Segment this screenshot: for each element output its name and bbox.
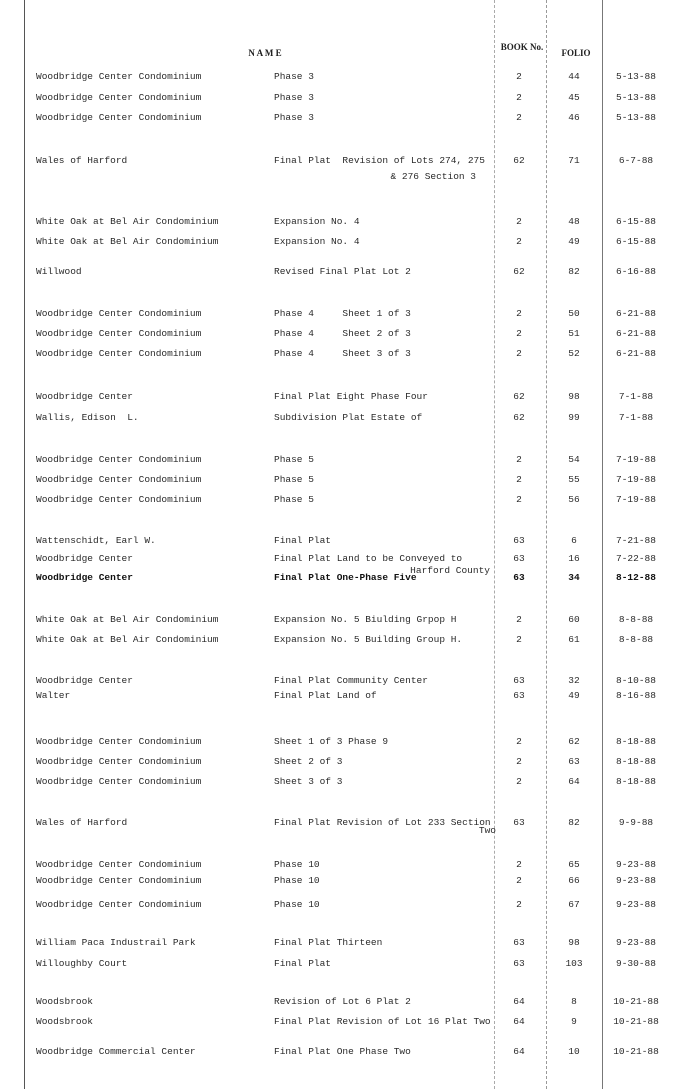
entry-description: Phase 3 (274, 71, 314, 82)
header-folio: FOLIO (561, 48, 591, 58)
entry-folio: 65 (568, 859, 580, 870)
entry-name: William Paca Industrail Park (36, 937, 196, 948)
entry-date: 10-21-88 (613, 996, 659, 1007)
entry-name: Woodbridge Center Condominium (36, 112, 202, 123)
entry-book: 2 (516, 614, 522, 625)
entry-book: 2 (516, 308, 522, 319)
entry-folio: 45 (568, 92, 580, 103)
continuation-text: & 276 Section 3 (390, 171, 476, 182)
entry-name: Woodbridge Commercial Center (36, 1046, 196, 1057)
entry-description: Revised Final Plat Lot 2 (274, 266, 411, 277)
entry-folio: 50 (568, 308, 580, 319)
table-row (0, 70, 700, 84)
entry-name: White Oak at Bel Air Condominium (36, 236, 219, 247)
entry-description: Final Plat Revision of Lots 274, 275 (274, 155, 485, 166)
entry-book: 2 (516, 348, 522, 359)
entry-description: Final Plat (274, 958, 332, 969)
entry-date: 9-23-88 (616, 899, 656, 910)
table-row (0, 215, 700, 229)
entry-description: Phase 4 Sheet 2 of 3 (274, 328, 411, 339)
entry-description: Final Plat One Phase Two (274, 1046, 411, 1057)
table-row (0, 936, 700, 950)
entry-book: 2 (516, 112, 522, 123)
entry-folio: 49 (568, 690, 580, 701)
entry-description: Sheet 3 of 3 (274, 776, 343, 787)
entry-folio: 52 (568, 348, 580, 359)
entry-folio: 9 (571, 1016, 577, 1027)
entry-description: Expansion No. 4 (274, 236, 360, 247)
entry-date: 7-1-88 (618, 412, 654, 423)
table-row (0, 1015, 700, 1029)
entry-name: Woodbridge Center Condominium (36, 736, 202, 747)
entry-book: 64 (513, 1046, 525, 1057)
table-row (0, 265, 700, 279)
entry-date: 7-19-88 (616, 454, 656, 465)
header-book: BOOK No. (500, 42, 544, 52)
entry-folio: 66 (568, 875, 580, 886)
entry-folio: 49 (568, 236, 580, 247)
entry-folio: 6 (571, 535, 577, 546)
entry-book: 63 (513, 817, 525, 828)
entry-description: Phase 3 (274, 92, 314, 103)
table-row (0, 473, 700, 487)
entry-date: 9-23-88 (616, 875, 656, 886)
entry-name: White Oak at Bel Air Condominium (36, 216, 219, 227)
entry-book: 2 (516, 328, 522, 339)
table-row (0, 613, 700, 627)
entry-date: 10-21-88 (613, 1046, 659, 1057)
entry-date: 6-21-88 (616, 308, 656, 319)
entry-name: Willwood (36, 266, 82, 277)
entry-book: 62 (513, 391, 525, 402)
entry-folio: 55 (568, 474, 580, 485)
table-row (0, 235, 700, 249)
entry-description: Final Plat Community Center (274, 675, 428, 686)
entry-folio: 62 (568, 736, 580, 747)
entry-date: 5-13-88 (616, 112, 656, 123)
entry-book: 2 (516, 859, 522, 870)
entry-date: 6-15-88 (616, 236, 656, 247)
entry-description: Final Plat Revision of Lot 16 Plat Two (274, 1016, 491, 1027)
entry-description: Phase 5 (274, 494, 314, 505)
entry-folio: 82 (568, 266, 580, 277)
entry-description: Expansion No. 5 Building Group H. (274, 634, 463, 645)
table-row (0, 633, 700, 647)
entry-date: 7-21-88 (616, 535, 656, 546)
entry-name: White Oak at Bel Air Condominium (36, 614, 219, 625)
entry-name: Woodbridge Center Condominium (36, 308, 202, 319)
entry-folio: 71 (568, 155, 580, 166)
entry-name: Wales of Harford (36, 817, 128, 828)
entry-folio: 103 (565, 958, 583, 969)
entry-date: 8-12-88 (616, 572, 656, 583)
entry-description: Final Plat Thirteen (274, 937, 383, 948)
entry-description: Phase 10 (274, 859, 320, 870)
entry-book: 63 (513, 572, 525, 583)
entry-name: Wattenschidt, Earl W. (36, 535, 156, 546)
table-row (0, 755, 700, 769)
entry-folio: 10 (568, 1046, 580, 1057)
entry-book: 2 (516, 216, 522, 227)
entry-book: 64 (513, 996, 525, 1007)
entry-name: Woodbridge Center Condominium (36, 474, 202, 485)
entry-date: 8-18-88 (616, 776, 656, 787)
entry-description: Phase 10 (274, 899, 320, 910)
entry-book: 2 (516, 71, 522, 82)
entry-book: 63 (513, 937, 525, 948)
entry-date: 5-13-88 (616, 71, 656, 82)
entry-folio: 32 (568, 675, 580, 686)
entry-name: Woodbridge Center Condominium (36, 776, 202, 787)
entry-name: Woodbridge Center Condominium (36, 494, 202, 505)
table-row (0, 957, 700, 971)
table-row (0, 111, 700, 125)
entry-description: Sheet 2 of 3 (274, 756, 343, 767)
entry-description: Subdivision Plat Estate of (274, 412, 423, 423)
entry-description: Phase 5 (274, 454, 314, 465)
entry-name: Woodsbrook (36, 996, 94, 1007)
entry-date: 7-19-88 (616, 494, 656, 505)
entry-date: 5-13-88 (616, 92, 656, 103)
entry-name: Walter (36, 690, 71, 701)
entry-name: Wales of Harford (36, 155, 128, 166)
table-row (0, 1045, 700, 1059)
entry-name: Willoughby Court (36, 958, 128, 969)
entry-folio: 54 (568, 454, 580, 465)
entry-folio: 99 (568, 412, 580, 423)
entry-folio: 16 (568, 553, 580, 564)
entry-description: Final Plat Revision of Lot 233 Section (274, 817, 491, 828)
entry-book: 63 (513, 675, 525, 686)
table-row (0, 534, 700, 548)
entry-folio: 98 (568, 937, 580, 948)
entry-book: 2 (516, 474, 522, 485)
entry-date: 6-21-88 (616, 348, 656, 359)
entry-name: Woodbridge Center Condominium (36, 875, 202, 886)
table-row (0, 390, 700, 404)
entry-folio: 60 (568, 614, 580, 625)
entry-book: 2 (516, 634, 522, 645)
entry-name: Woodbridge Center (36, 391, 133, 402)
entry-folio: 61 (568, 634, 580, 645)
entry-folio: 67 (568, 899, 580, 910)
entry-date: 9-9-88 (618, 817, 654, 828)
table-row (0, 493, 700, 507)
entry-book: 2 (516, 92, 522, 103)
entry-date: 6-15-88 (616, 216, 656, 227)
entry-description: Revision of Lot 6 Plat 2 (274, 996, 411, 1007)
entry-folio: 51 (568, 328, 580, 339)
table-row (0, 154, 700, 168)
entry-book: 62 (513, 266, 525, 277)
entry-date: 10-21-88 (613, 1016, 659, 1027)
entry-date: 7-1-88 (618, 391, 654, 402)
entry-folio: 48 (568, 216, 580, 227)
entry-description: Final Plat Land of (274, 690, 377, 701)
entry-folio: 56 (568, 494, 580, 505)
entry-date: 6-16-88 (616, 266, 656, 277)
entry-folio: 98 (568, 391, 580, 402)
continuation-text: Two (478, 825, 496, 836)
entry-description: Expansion No. 5 Biulding Grpop H (274, 614, 457, 625)
entry-date: 7-19-88 (616, 474, 656, 485)
entry-name: Woodsbrook (36, 1016, 94, 1027)
entry-book: 2 (516, 236, 522, 247)
entry-book: 63 (513, 535, 525, 546)
entry-book: 62 (513, 155, 525, 166)
entry-description: Final Plat One-Phase Five (274, 572, 417, 583)
entry-book: 63 (513, 553, 525, 564)
table-row (0, 898, 700, 912)
entry-name: Woodbridge Center Condominium (36, 328, 202, 339)
entry-folio: 34 (568, 572, 580, 583)
entry-date: 8-18-88 (616, 756, 656, 767)
entry-folio: 82 (568, 817, 580, 828)
entry-folio: 44 (568, 71, 580, 82)
table-row (0, 327, 700, 341)
entry-name: Woodbridge Center (36, 572, 133, 583)
table-row (0, 689, 700, 703)
entry-description: Sheet 1 of 3 Phase 9 (274, 736, 389, 747)
entry-date: 8-16-88 (616, 690, 656, 701)
entry-folio: 64 (568, 776, 580, 787)
entry-name: Woodbridge Center Condominium (36, 899, 202, 910)
entry-date: 7-22-88 (616, 553, 656, 564)
entry-description: Expansion No. 4 (274, 216, 360, 227)
entry-name: White Oak at Bel Air Condominium (36, 634, 219, 645)
table-row (0, 674, 700, 688)
entry-name: Woodbridge Center Condominium (36, 454, 202, 465)
entry-description: Phase 10 (274, 875, 320, 886)
entry-name: Woodbridge Center Condominium (36, 859, 202, 870)
entry-book: 2 (516, 756, 522, 767)
entry-date: 9-23-88 (616, 859, 656, 870)
table-row (0, 874, 700, 888)
entry-book: 2 (516, 494, 522, 505)
entry-name: Woodbridge Center Condominium (36, 92, 202, 103)
entry-folio: 46 (568, 112, 580, 123)
entry-date: 6-7-88 (618, 155, 654, 166)
entry-book: 2 (516, 776, 522, 787)
entry-description: Final Plat Land to be Conveyed to (274, 553, 463, 564)
entry-date: 6-21-88 (616, 328, 656, 339)
entry-folio: 8 (571, 996, 577, 1007)
entry-date: 9-23-88 (616, 937, 656, 948)
entry-name: Woodbridge Center Condominium (36, 756, 202, 767)
entry-description: Phase 3 (274, 112, 314, 123)
table-row (0, 858, 700, 872)
entry-name: Woodbridge Center Condominium (36, 348, 202, 359)
entry-date: 8-18-88 (616, 736, 656, 747)
entry-description: Phase 5 (274, 474, 314, 485)
table-row (0, 735, 700, 749)
table-row (0, 995, 700, 1009)
table-row (0, 775, 700, 789)
header-name: N A M E (248, 48, 282, 58)
entry-date: 8-8-88 (618, 614, 654, 625)
entry-book: 2 (516, 875, 522, 886)
entry-name: Woodbridge Center (36, 675, 133, 686)
entry-book: 62 (513, 412, 525, 423)
table-row (0, 307, 700, 321)
entry-book: 2 (516, 736, 522, 747)
entry-book: 2 (516, 454, 522, 465)
entry-date: 8-8-88 (618, 634, 654, 645)
entry-name: Wallis, Edison L. (36, 412, 139, 423)
entry-name: Woodbridge Center Condominium (36, 71, 202, 82)
entry-date: 9-30-88 (616, 958, 656, 969)
entry-description: Final Plat (274, 535, 332, 546)
entry-date: 8-10-88 (616, 675, 656, 686)
entry-description: Phase 4 Sheet 3 of 3 (274, 348, 411, 359)
entry-folio: 63 (568, 756, 580, 767)
entry-book: 2 (516, 899, 522, 910)
entry-book: 63 (513, 958, 525, 969)
entry-description: Final Plat Eight Phase Four (274, 391, 428, 402)
table-row (0, 411, 700, 425)
entry-name: Woodbridge Center (36, 553, 133, 564)
table-row (0, 453, 700, 467)
table-row (0, 347, 700, 361)
entry-description: Phase 4 Sheet 1 of 3 (274, 308, 411, 319)
entry-book: 63 (513, 690, 525, 701)
table-row (0, 91, 700, 105)
continuation-text: Harford County (410, 565, 490, 576)
entry-book: 64 (513, 1016, 525, 1027)
